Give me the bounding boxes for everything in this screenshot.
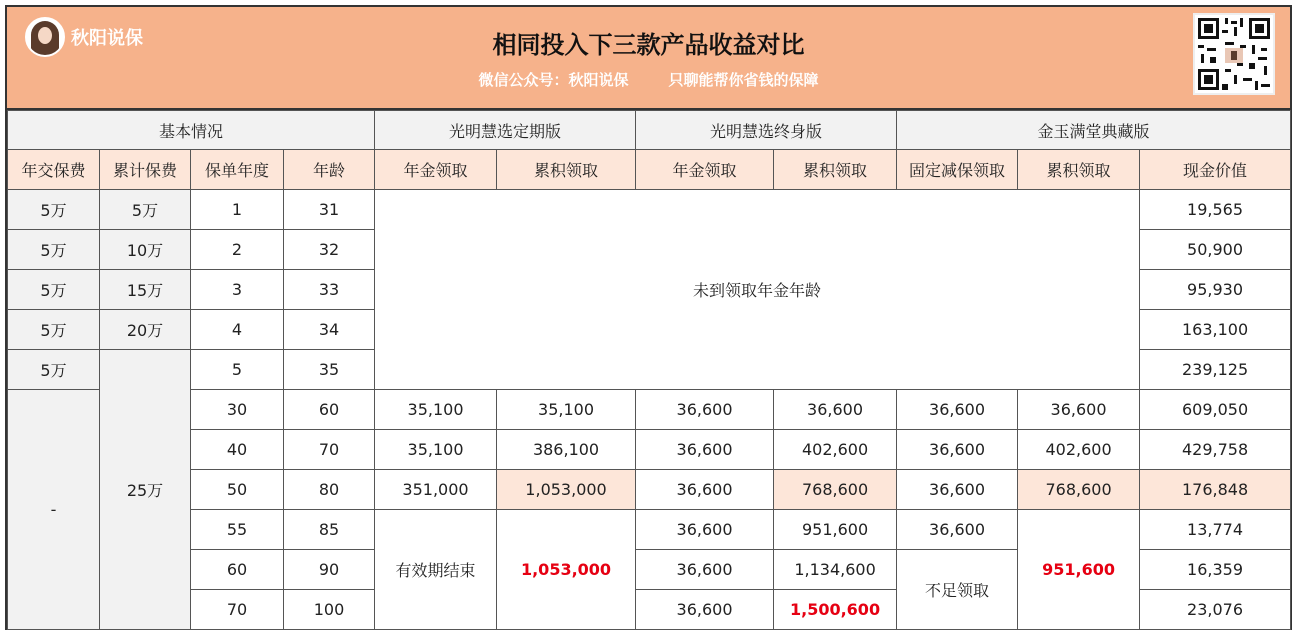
cell-p3-insufficient: 不足领取 (897, 550, 1018, 630)
cell-p2-cumulative: 1,134,600 (774, 550, 897, 590)
cell-age: 90 (284, 550, 375, 590)
col-annual-premium: 年交保费 (8, 150, 100, 190)
cell-age: 85 (284, 510, 375, 550)
group-product-2: 光明慧选终身版 (636, 111, 897, 150)
cell-p2-annuity: 36,600 (636, 550, 774, 590)
cell-age: 33 (284, 270, 375, 310)
group-product-1: 光明慧选定期版 (375, 111, 636, 150)
col-p3-fixed-reduction: 固定减保领取 (897, 150, 1018, 190)
cell-p1-term-ended: 有效期结束 (375, 510, 497, 630)
cell-p3-final-total: 951,600 (1018, 510, 1140, 630)
cell-annual: 5万 (8, 310, 100, 350)
col-age: 年龄 (284, 150, 375, 190)
cell-year: 1 (191, 190, 284, 230)
cell-age: 34 (284, 310, 375, 350)
cell-year: 55 (191, 510, 284, 550)
cell-age: 70 (284, 430, 375, 470)
col-p1-annuity: 年金领取 (375, 150, 497, 190)
cell-p2-annuity: 36,600 (636, 390, 774, 430)
cell-annual: 5万 (8, 230, 100, 270)
cell-p2-cumulative: 36,600 (774, 390, 897, 430)
brand-name: 秋阳说保 (71, 28, 143, 49)
cell-p3-fixed: 36,600 (897, 430, 1018, 470)
comparison-sheet (5, 5, 1292, 630)
cell-cash: 239,125 (1140, 350, 1291, 390)
qr-code-icon (1193, 13, 1275, 95)
cell-year: 5 (191, 350, 284, 390)
cell-p2-annuity: 36,600 (636, 590, 774, 630)
cell-p2-annuity: 36,600 (636, 510, 774, 550)
cell-year: 4 (191, 310, 284, 350)
cell-p2-cumulative: 1,500,600 (774, 590, 897, 630)
cell-total: 15万 (100, 270, 191, 310)
cell-year: 60 (191, 550, 284, 590)
cell-cash: 50,900 (1140, 230, 1291, 270)
cell-total: 10万 (100, 230, 191, 270)
cell-p2-cumulative: 768,600 (774, 470, 897, 510)
cell-age: 60 (284, 390, 375, 430)
cell-cash: 23,076 (1140, 590, 1291, 630)
column-header-row (8, 150, 1291, 190)
cell-p1-annuity: 35,100 (375, 430, 497, 470)
col-total-premium: 累计保费 (100, 150, 191, 190)
cell-total: 20万 (100, 310, 191, 350)
cell-p3-cumulative: 402,600 (1018, 430, 1140, 470)
cell-p3-fixed: 36,600 (897, 510, 1018, 550)
cell-p2-annuity: 36,600 (636, 430, 774, 470)
cell-year: 30 (191, 390, 284, 430)
page-title: 相同投入下三款产品收益对比 (492, 31, 805, 59)
cell-cash: 16,359 (1140, 550, 1291, 590)
header-banner (7, 7, 1290, 110)
col-p2-cumulative: 累积领取 (774, 150, 897, 190)
col-p3-cumulative: 累积领取 (1018, 150, 1140, 190)
cell-cash: 429,758 (1140, 430, 1291, 470)
cell-p3-cumulative: 768,600 (1018, 470, 1140, 510)
cell-p1-cumulative: 386,100 (497, 430, 636, 470)
cell-p1-annuity: 351,000 (375, 470, 497, 510)
cell-p2-cumulative: 402,600 (774, 430, 897, 470)
table-row (8, 510, 1291, 550)
table-row (8, 430, 1291, 470)
wechat-account-text: 微信公众号：秋阳说保 (478, 71, 629, 89)
slogan-text: 只聊能帮你省钱的保障 (668, 71, 819, 89)
group-basic: 基本情况 (8, 111, 375, 150)
cell-p1-final-total: 1,053,000 (497, 510, 636, 630)
col-p2-annuity: 年金领取 (636, 150, 774, 190)
cell-annual-dash: - (8, 390, 100, 630)
cell-p1-annuity: 35,100 (375, 390, 497, 430)
cell-p3-fixed: 36,600 (897, 470, 1018, 510)
cell-p3-cumulative: 36,600 (1018, 390, 1140, 430)
group-header-row (8, 111, 1291, 150)
col-policy-year: 保单年度 (191, 150, 284, 190)
cell-age: 100 (284, 590, 375, 630)
table-row (8, 390, 1291, 430)
cell-cash: 19,565 (1140, 190, 1291, 230)
cell-p3-fixed: 36,600 (897, 390, 1018, 430)
cell-cash: 13,774 (1140, 510, 1291, 550)
cell-cash: 609,050 (1140, 390, 1291, 430)
cell-year: 2 (191, 230, 284, 270)
cell-not-reached-notice: 未到领取年金年龄 (375, 190, 1140, 390)
cell-age: 35 (284, 350, 375, 390)
cell-p2-annuity: 36,600 (636, 470, 774, 510)
cell-p2-cumulative: 951,600 (774, 510, 897, 550)
cell-cash: 176,848 (1140, 470, 1291, 510)
cell-age: 31 (284, 190, 375, 230)
table-row (8, 190, 1291, 230)
cell-annual: 5万 (8, 270, 100, 310)
col-cash-value: 现金价值 (1140, 150, 1291, 190)
table-row-highlight (8, 470, 1291, 510)
cell-year: 70 (191, 590, 284, 630)
cell-age: 80 (284, 470, 375, 510)
cell-p1-cumulative: 1,053,000 (497, 470, 636, 510)
cell-year: 40 (191, 430, 284, 470)
cell-total: 5万 (100, 190, 191, 230)
page-subtitle (7, 69, 1290, 90)
cell-annual: 5万 (8, 350, 100, 390)
comparison-table (7, 110, 1291, 630)
cell-year: 3 (191, 270, 284, 310)
col-p1-cumulative: 累积领取 (497, 150, 636, 190)
cell-cash: 95,930 (1140, 270, 1291, 310)
cell-annual: 5万 (8, 190, 100, 230)
group-product-3: 金玉满堂典藏版 (897, 111, 1291, 150)
cell-p1-cumulative: 35,100 (497, 390, 636, 430)
cell-year: 50 (191, 470, 284, 510)
cell-age: 32 (284, 230, 375, 270)
cell-cash: 163,100 (1140, 310, 1291, 350)
cell-total-merged: 25万 (100, 350, 191, 630)
